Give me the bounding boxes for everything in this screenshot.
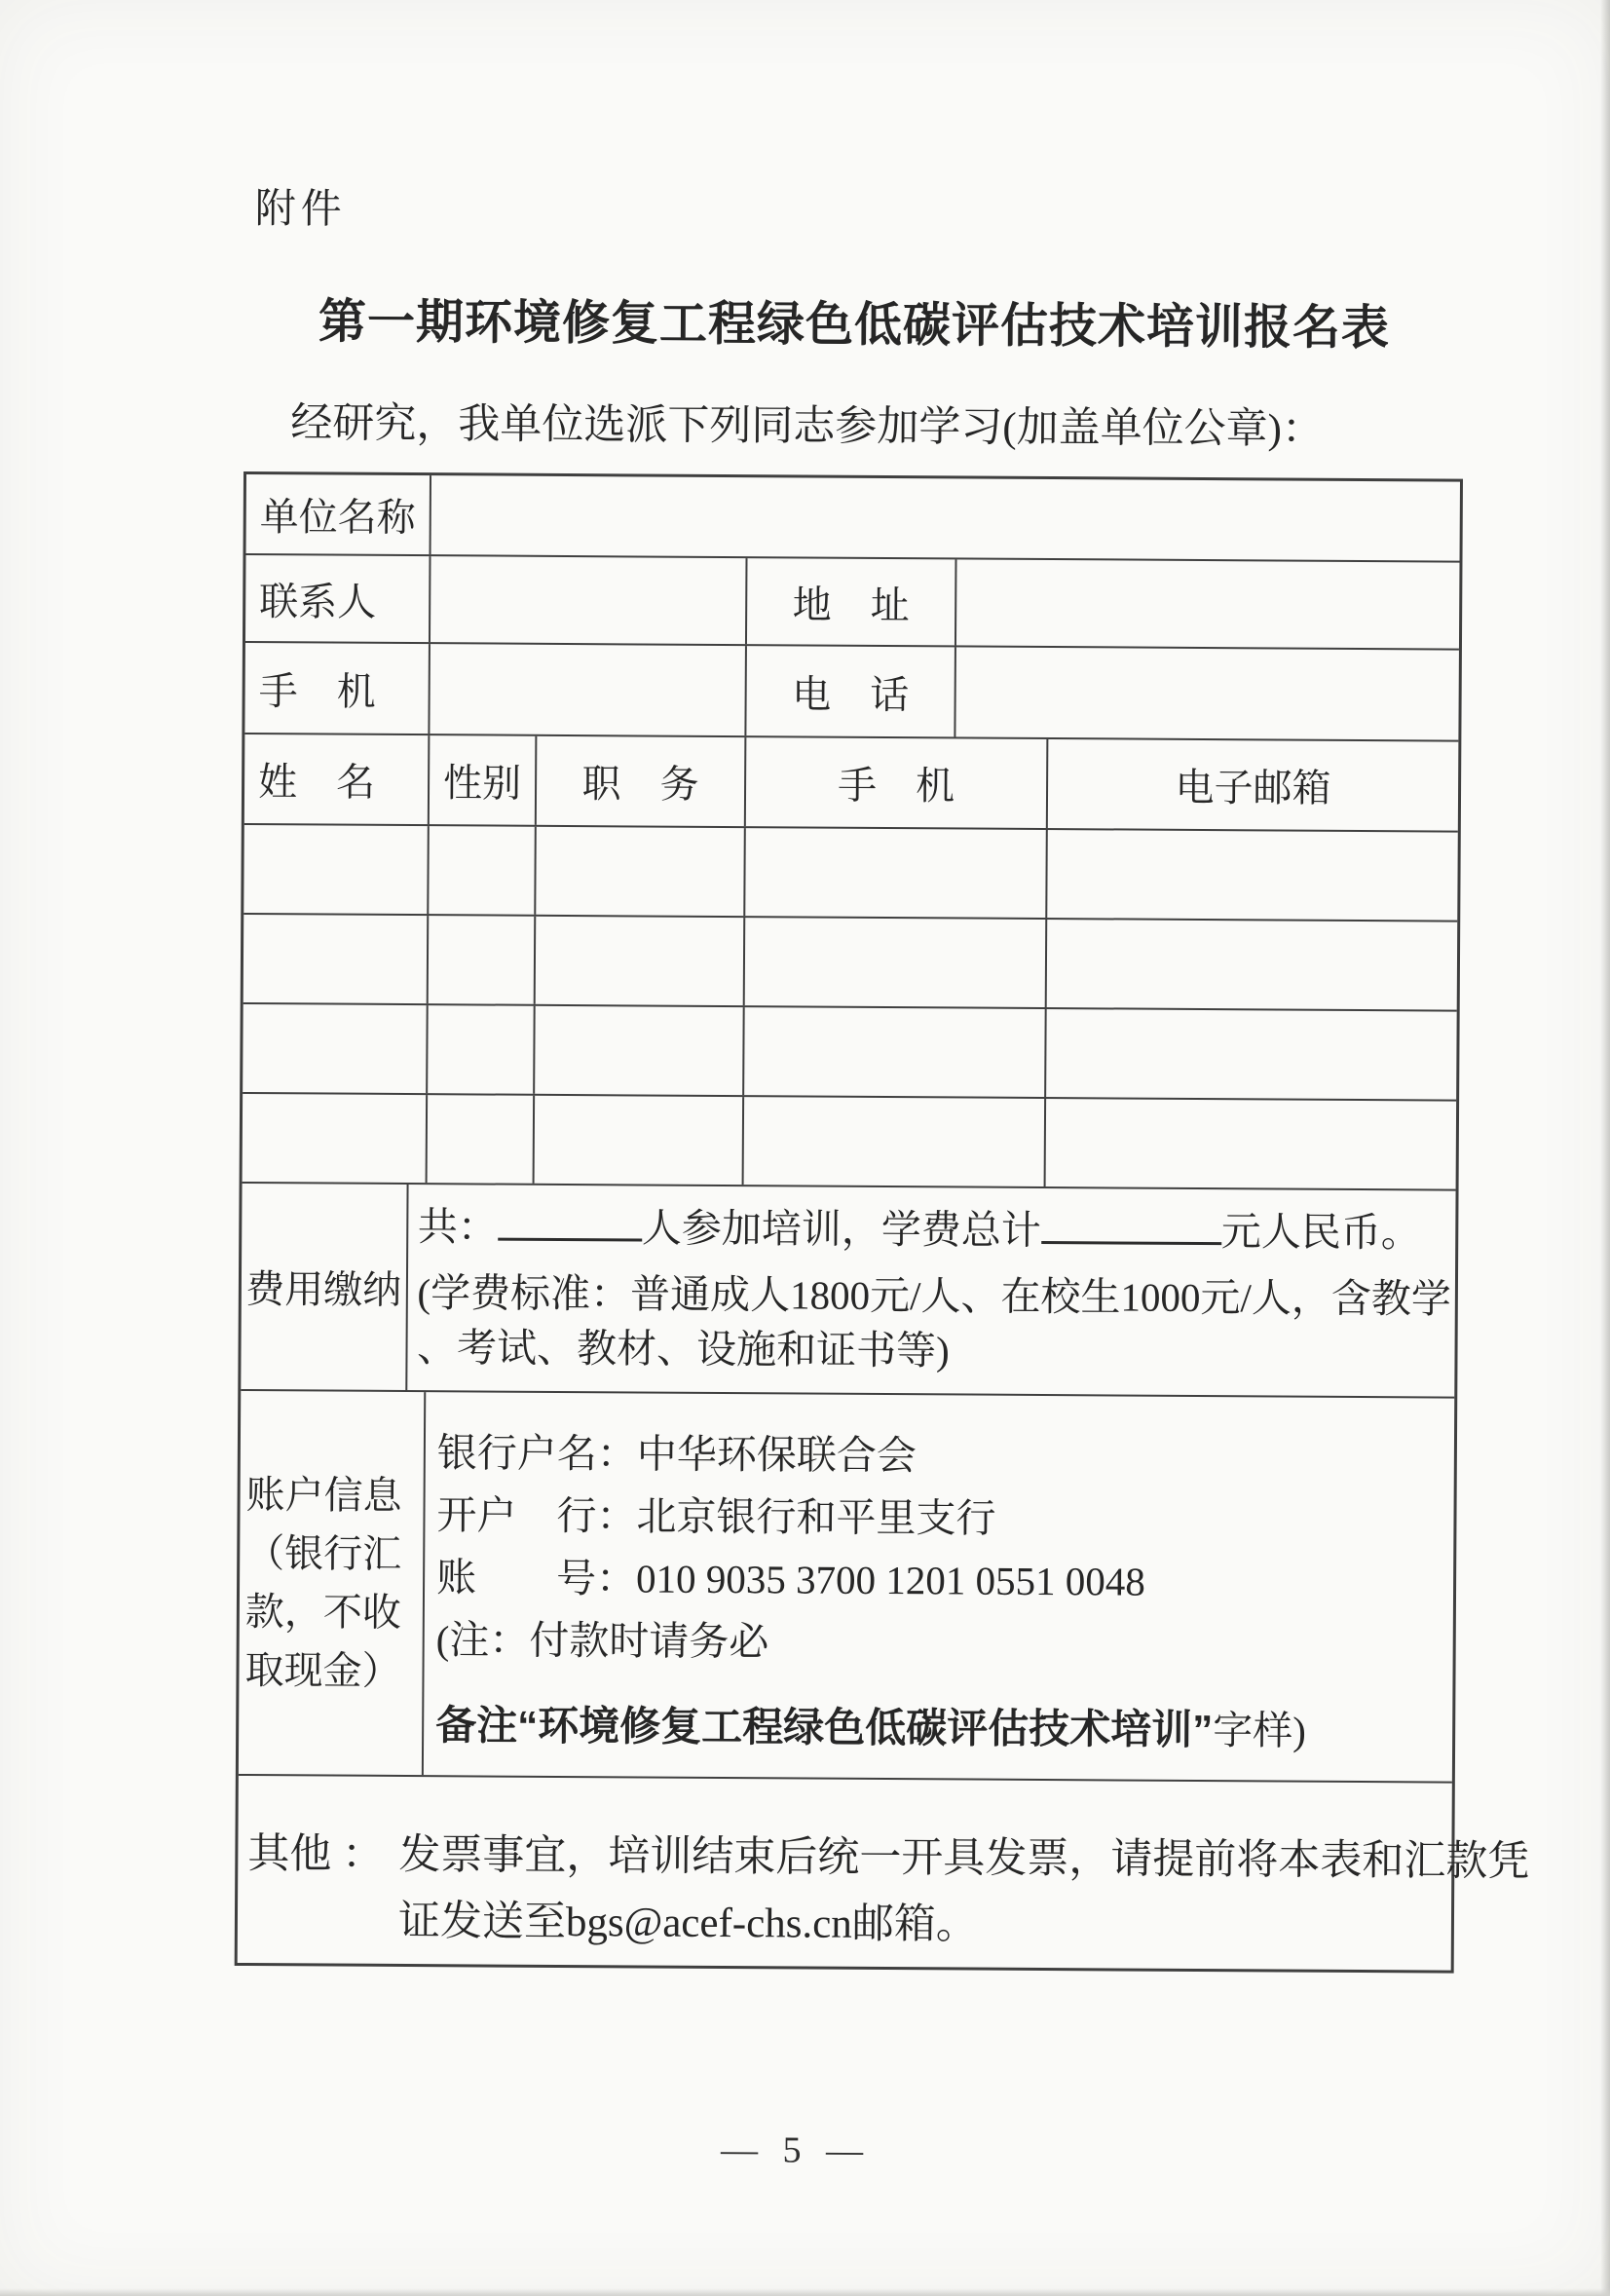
- page-number: — 5 —: [720, 2128, 864, 2171]
- bank-account-name: 银行户名：中华环保联合会: [436, 1430, 917, 1479]
- page-title: 第一期环境修复工程绿色低碳评估技术培训报名表: [318, 295, 1391, 356]
- other-line1: 发票事宜，培训结束后统一开具发票，请提前将本表和汇款凭: [398, 1831, 1530, 1886]
- attendee-empty-cell: [1047, 920, 1458, 1010]
- scan-edge-shadow-bottom: [0, 2288, 1610, 2296]
- attendee-empty-cell: [744, 1097, 1047, 1186]
- other-content-cell: [238, 1776, 1534, 1971]
- table-row-unit-name: [246, 474, 1460, 563]
- attendee-empty-cell: [429, 826, 537, 915]
- attendee-empty-cell: [429, 916, 537, 1004]
- table-row-fee: [241, 1184, 1455, 1399]
- fee-total-blank: [1041, 1202, 1221, 1245]
- table-row-account: [239, 1391, 1454, 1784]
- attendee-empty-cell: [243, 825, 430, 914]
- attendee-empty-cell: [1047, 830, 1458, 921]
- other-line2: 证发送至bgs@acef-chs.cn邮箱。: [397, 1898, 978, 1948]
- attendee-empty-cell: [535, 1096, 745, 1185]
- table-row-mobile: [244, 643, 1459, 742]
- address-label: 地 址: [747, 558, 957, 645]
- fee-standard-line2: 、考试、教材、设施和证书等): [416, 1325, 950, 1374]
- payment-note-line1: (注：付款时请务必: [435, 1617, 769, 1665]
- attendee-empty-cell: [428, 1095, 536, 1184]
- bank-branch: 开户 行：北京银行和平里支行: [436, 1492, 996, 1541]
- fee-label: 费用缴纳: [241, 1184, 408, 1390]
- attachment-label: 附件: [254, 187, 347, 233]
- attendee-empty-row: [243, 1094, 1457, 1191]
- header-position: 职 务: [537, 736, 747, 826]
- attendee-empty-row: [243, 1004, 1457, 1102]
- address-value-cell: [956, 559, 1460, 648]
- mobile-label: 手 机: [244, 643, 431, 734]
- registration-table: [235, 471, 1530, 1974]
- header-email: 电子邮箱: [1175, 765, 1331, 810]
- header-gender: 性别: [430, 735, 538, 825]
- attendee-empty-cell: [535, 1006, 745, 1095]
- fee-line1: 共： 人参加培训，学费总计 元人民币。: [418, 1198, 1452, 1260]
- contact-value-cell: [431, 556, 748, 644]
- attendee-empty-cell: [745, 918, 1048, 1007]
- payment-note-bold: 备注“环境修复工程绿色低碳评估技术培训”: [435, 1702, 1214, 1753]
- phone-value-cell: [955, 647, 1459, 739]
- other-label: 其他 ：: [247, 1831, 385, 1878]
- table-row-attendee-header: [244, 734, 1459, 833]
- attendee-empty-cell: [1046, 1009, 1457, 1100]
- fee-standard-line1: (学费标准：普通成人1800元/人、在校生1000元/人，含教学: [417, 1270, 1452, 1322]
- attendee-empty-cell: [243, 915, 430, 1003]
- attendee-empty-row: [243, 825, 1458, 922]
- contact-label: 联系人: [245, 555, 431, 642]
- table-row-contact: [245, 555, 1460, 651]
- unit-name-value-cell: [431, 475, 1460, 560]
- attendee-empty-cell: [243, 1004, 429, 1093]
- attendee-empty-cell: [536, 917, 746, 1005]
- account-content-cell: [424, 1392, 1454, 1781]
- header-name: 姓 名: [244, 734, 431, 824]
- account-label: 账户信息 （银行汇 款，不收 取现金）: [239, 1391, 426, 1775]
- attendee-empty-cell: [745, 828, 1048, 918]
- attendee-empty-cell: [243, 1094, 429, 1183]
- attendee-empty-cell: [744, 1007, 1047, 1097]
- intro-text: 经研究，我单位选派下列同志参加学习(加盖单位公章)：: [290, 400, 1325, 453]
- attendee-empty-cell: [1046, 1099, 1457, 1189]
- bank-account-number: 账 号：010 9035 3700 1201 0551 0048: [435, 1555, 1145, 1604]
- scan-edge-shadow-right: [1600, 0, 1610, 2296]
- payment-note-line2: 备注“环境修复工程绿色低碳评估技术培训”字样): [435, 1702, 1306, 1753]
- mobile-value-cell: [430, 644, 747, 735]
- header-mobile: 手 机: [746, 737, 1049, 828]
- unit-name-label: 单位名称: [246, 474, 431, 554]
- fee-content-cell: [407, 1185, 1456, 1397]
- attendee-empty-cell: [536, 827, 746, 916]
- fee-count-blank: [498, 1199, 642, 1242]
- phone-label: 电 话: [746, 646, 956, 736]
- table-row-other: [238, 1776, 1530, 1971]
- attendee-empty-row: [243, 915, 1458, 1012]
- attendee-empty-cell: [428, 1005, 536, 1094]
